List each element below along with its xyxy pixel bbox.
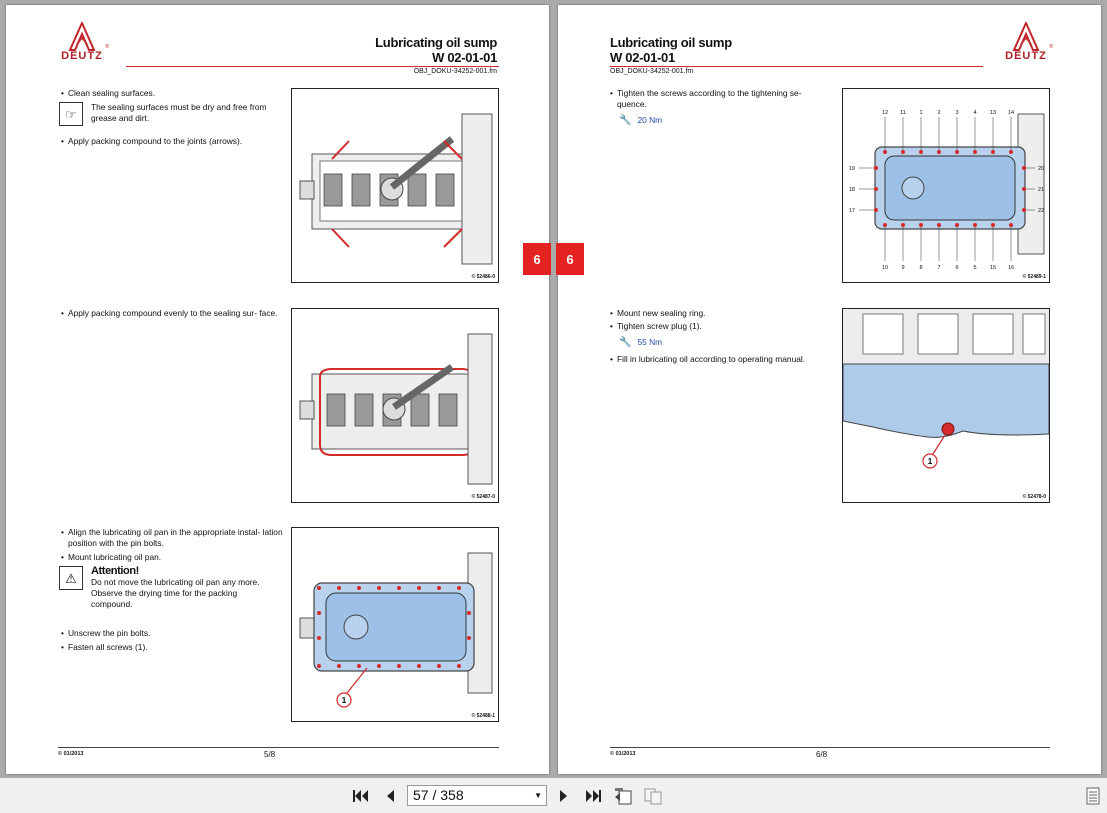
menu-button[interactable] bbox=[1080, 778, 1106, 813]
sequence-label: 14 bbox=[1007, 110, 1015, 116]
deutz-logo: DEUTZ ® bbox=[57, 22, 107, 60]
title-code: W 02-01-01 bbox=[610, 50, 675, 65]
warning-icon: ⚠ bbox=[59, 566, 83, 590]
instruction-bullet: • Unscrew the pin bolts. bbox=[61, 628, 151, 638]
sequence-label: 6 bbox=[955, 265, 959, 271]
footer-rule bbox=[58, 747, 499, 748]
sequence-label: 18 bbox=[848, 187, 855, 193]
page-title bbox=[610, 35, 732, 65]
instruction-bullet: • Clean sealing surfaces. bbox=[61, 88, 156, 98]
doc-id: OBJ_DOKU-34252-001.fm bbox=[610, 68, 694, 75]
sequence-label: 21 bbox=[1038, 187, 1045, 193]
sequence-label: 12 bbox=[881, 110, 889, 116]
page-number: 5/8 bbox=[264, 750, 276, 759]
two-page-view-button[interactable] bbox=[640, 778, 666, 813]
last-page-icon bbox=[584, 788, 602, 804]
deutz-logo: DEUTZ ® bbox=[1001, 22, 1051, 60]
figure-screw-plug bbox=[842, 308, 1050, 503]
title-text: Lubricating oil sump bbox=[610, 35, 732, 50]
screw-point bbox=[937, 223, 941, 227]
torque-value: 20 Nm bbox=[637, 115, 663, 125]
instruction-bullet: • Mount lubricating oil pan. bbox=[61, 552, 162, 562]
sequence-label: 17 bbox=[848, 208, 855, 214]
navigation-toolbar bbox=[0, 778, 1107, 813]
screw-point bbox=[973, 223, 977, 227]
screw-point bbox=[1022, 166, 1026, 170]
figure-id: © 52489-1 bbox=[1022, 274, 1046, 280]
figure-id: © 52486-0 bbox=[471, 274, 495, 280]
footer-date: © 01/2013 bbox=[610, 751, 636, 757]
sequence-label: 20 bbox=[1038, 166, 1045, 172]
attention-box bbox=[59, 566, 284, 626]
page-title bbox=[375, 35, 497, 65]
sequence-label: 9 bbox=[901, 265, 905, 271]
attention-title: Attention! bbox=[91, 565, 139, 577]
figure-id: © 52487-0 bbox=[471, 494, 495, 500]
sequence-label: 3 bbox=[955, 110, 959, 116]
screw-point bbox=[901, 223, 905, 227]
note-box bbox=[59, 102, 284, 132]
sequence-label: 13 bbox=[989, 110, 997, 116]
instruction-bullet: • Mount new sealing ring. bbox=[610, 308, 706, 318]
engine-block-sealing-illustration bbox=[292, 309, 498, 502]
facing-pages-icon bbox=[643, 787, 663, 805]
previous-page-icon bbox=[384, 788, 396, 804]
doc-id: OBJ_DOKU-34252-001.fm bbox=[413, 68, 497, 75]
instruction-bullet: • Apply packing compound evenly to the sealing sur- face. bbox=[61, 308, 278, 318]
instruction-bullet: • Fasten all screws (1). bbox=[61, 642, 148, 652]
header-rule bbox=[126, 66, 499, 67]
sequence-label: 8 bbox=[919, 265, 923, 271]
instruction-bullet: • Apply packing compound to the joints (arrows). bbox=[61, 136, 243, 146]
screw-point bbox=[901, 150, 905, 154]
deutz-logo-mark bbox=[67, 22, 97, 52]
section-marker-right: 6 bbox=[556, 243, 584, 275]
hand-pointer-icon: ☞ bbox=[59, 102, 83, 126]
section-marker-left: 6 bbox=[523, 243, 551, 275]
attention-text: Do not move the lubricating oil pan any more. bbox=[91, 577, 260, 587]
page-number: 6/8 bbox=[816, 750, 828, 759]
attention-text: Observe the drying time for the packing compound. bbox=[91, 588, 238, 609]
screw-point bbox=[874, 187, 878, 191]
sequence-label: 16 bbox=[1007, 265, 1015, 271]
header-rule bbox=[610, 66, 983, 67]
screw-point bbox=[937, 150, 941, 154]
tightening-sequence-illustration bbox=[843, 89, 1049, 282]
torque-spec bbox=[619, 115, 662, 126]
instruction-bullet: • Tighten screw plug (1). bbox=[610, 321, 702, 331]
brand-name: DEUTZ bbox=[1005, 50, 1047, 62]
single-page-view-button[interactable] bbox=[610, 778, 636, 813]
screw-point bbox=[1009, 150, 1013, 154]
figure-id: © 52488-1 bbox=[471, 713, 495, 719]
torque-wrench-icon: 🔧 bbox=[619, 337, 632, 348]
screw-point bbox=[991, 223, 995, 227]
page-right bbox=[558, 5, 1101, 774]
figure-tightening-sequence bbox=[842, 88, 1050, 283]
screw-point bbox=[955, 150, 959, 154]
sequence-label: 10 bbox=[881, 265, 889, 271]
figure-id: © 52478-0 bbox=[1022, 494, 1046, 500]
instruction-bullet: • Fill in lubricating oil according to operating manual. bbox=[610, 354, 806, 364]
note-text: The sealing surfaces must be dry and free from grease and dirt. bbox=[91, 102, 267, 123]
screw-point bbox=[973, 150, 977, 154]
callout-label: 1 bbox=[341, 696, 347, 705]
footer-rule bbox=[610, 747, 1050, 748]
sequence-label: 11 bbox=[900, 110, 906, 116]
page-left bbox=[6, 5, 549, 774]
sequence-label: 2 bbox=[937, 110, 941, 116]
screw-point bbox=[1022, 187, 1026, 191]
screw-point bbox=[874, 208, 878, 212]
engine-block-illustration bbox=[292, 89, 498, 282]
torque-wrench-icon: 🔧 bbox=[619, 115, 632, 126]
callout-label: 1 bbox=[927, 457, 933, 466]
chevron-down-icon: ▼ bbox=[534, 791, 542, 800]
sequence-label: 5 bbox=[973, 265, 977, 271]
screw-plug-illustration bbox=[843, 309, 1049, 502]
screw-point bbox=[1022, 208, 1026, 212]
sequence-label: 4 bbox=[973, 110, 977, 116]
screw-point bbox=[1009, 223, 1013, 227]
screw-point bbox=[919, 150, 923, 154]
figure-oil-pan-mount bbox=[291, 527, 499, 722]
screw-point bbox=[991, 150, 995, 154]
sequence-label: 15 bbox=[989, 265, 997, 271]
footer-date: © 01/2013 bbox=[58, 751, 84, 757]
sequence-label: 7 bbox=[937, 265, 941, 271]
deutz-logo-mark bbox=[1011, 22, 1041, 52]
previous-page-button[interactable] bbox=[377, 778, 403, 813]
last-page-button[interactable] bbox=[580, 778, 606, 813]
screw-point bbox=[955, 223, 959, 227]
page-view-icon bbox=[613, 787, 633, 805]
screw-point bbox=[919, 223, 923, 227]
next-page-icon bbox=[558, 788, 570, 804]
instruction-bullet: • Align the lubricating oil pan in the appropriate instal- lation position with the pin bolts. bbox=[61, 527, 283, 548]
sequence-label: 19 bbox=[848, 166, 855, 172]
screw-point bbox=[874, 166, 878, 170]
document-menu-icon bbox=[1086, 787, 1100, 805]
instruction-bullet: • Tighten the screws according to the tightening se- quence. bbox=[610, 88, 802, 109]
page-selector[interactable] bbox=[407, 785, 547, 806]
page-indicator: 57 / 358 bbox=[413, 787, 464, 803]
brand-name: DEUTZ bbox=[61, 50, 103, 62]
screw-point bbox=[883, 223, 887, 227]
sequence-label: 22 bbox=[1038, 208, 1045, 214]
title-text: Lubricating oil sump bbox=[375, 35, 497, 50]
first-page-icon bbox=[352, 788, 370, 804]
figure-engine-joints bbox=[291, 88, 499, 283]
title-code: W 02-01-01 bbox=[432, 50, 497, 65]
screw-point bbox=[883, 150, 887, 154]
figure-sealing-surface bbox=[291, 308, 499, 503]
torque-value: 55 Nm bbox=[637, 337, 663, 347]
oil-pan-illustration bbox=[292, 528, 498, 721]
sequence-label: 1 bbox=[919, 110, 923, 116]
torque-spec bbox=[619, 337, 662, 348]
first-page-button[interactable] bbox=[348, 778, 374, 813]
next-page-button[interactable] bbox=[551, 778, 577, 813]
